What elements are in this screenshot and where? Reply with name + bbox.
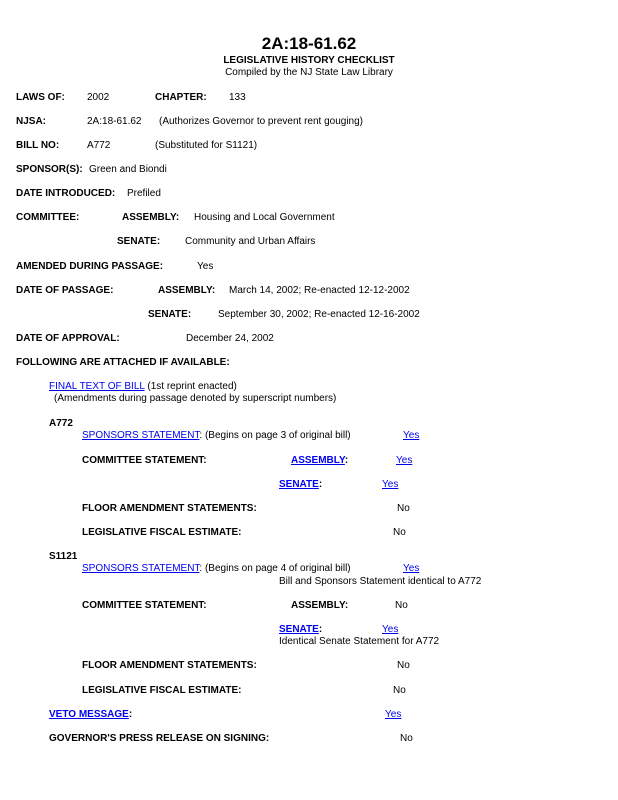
- date-introduced-value: Prefiled: [127, 188, 161, 199]
- page-subtitle: LEGISLATIVE HISTORY CHECKLIST: [223, 55, 395, 66]
- veto-line: [49, 709, 132, 720]
- compiled-by: Compiled by the NJ State Law Library: [225, 67, 393, 78]
- s1121-fiscal-value: No: [393, 685, 406, 696]
- page-title: 2A:18-61.62: [261, 34, 357, 53]
- s1121-assembly-value: No: [395, 600, 408, 611]
- laws-of-label: LAWS OF:: [16, 92, 65, 103]
- njsa-label: NJSA:: [16, 116, 47, 127]
- a772-senate-line: [279, 479, 322, 490]
- a772-sponsors-line: [82, 430, 351, 441]
- bill-no-note: (Substituted for S1121): [155, 140, 258, 151]
- committee-senate-value: Community and Urban Affairs: [185, 236, 316, 247]
- s1121-sponsors-link[interactable]: SPONSORS STATEMENT: [82, 563, 200, 574]
- committee-senate-label: SENATE:: [117, 236, 161, 247]
- passage-assembly-label: ASSEMBLY:: [158, 285, 216, 296]
- final-text-line: [49, 381, 237, 392]
- veto-yes-link[interactable]: Yes: [385, 709, 402, 720]
- passage-label: DATE OF PASSAGE:: [16, 285, 114, 296]
- a772-assembly-colon: :: [344, 455, 349, 466]
- s1121-sponsors-note: : (Begins on page 4 of original bill): [199, 563, 351, 574]
- chapter-value: 133: [229, 92, 246, 103]
- bill-no-label: BILL NO:: [16, 140, 60, 151]
- veto-message-link[interactable]: VETO MESSAGE: [49, 709, 129, 720]
- laws-of-value: 2002: [87, 92, 110, 103]
- press-release-label: GOVERNOR'S PRESS RELEASE ON SIGNING:: [49, 733, 270, 744]
- bill-no-value: A772: [87, 140, 111, 151]
- s1121-sponsors-yes-link[interactable]: Yes: [403, 563, 420, 574]
- a772-sponsors-note: : (Begins on page 3 of original bill): [199, 430, 351, 441]
- a772-floor-value: No: [397, 503, 410, 514]
- a772-floor-label: FLOOR AMENDMENT STATEMENTS:: [82, 503, 257, 514]
- s1121-senate-extra: Identical Senate Statement for A772: [279, 636, 440, 647]
- s1121-floor-value: No: [397, 660, 410, 671]
- a772-sponsors-yes-link[interactable]: Yes: [403, 430, 420, 441]
- approval-label: DATE OF APPROVAL:: [16, 333, 120, 344]
- final-text-note2: (Amendments during passage denoted by superscript numbers): [54, 393, 337, 404]
- final-text-note: (1st reprint enacted): [144, 381, 237, 392]
- veto-colon: :: [128, 709, 133, 720]
- a772-committee-label: COMMITTEE STATEMENT:: [82, 455, 207, 466]
- s1121-sponsors-line: [82, 563, 351, 574]
- press-release-value: No: [400, 733, 413, 744]
- a772-fiscal-label: LEGISLATIVE FISCAL ESTIMATE:: [82, 527, 242, 538]
- a772-senate-colon: :: [318, 479, 323, 490]
- njsa-note: (Authorizes Governor to prevent rent gouging): [159, 116, 363, 127]
- committee-assembly-label: ASSEMBLY:: [122, 212, 180, 223]
- a772-senate-yes-link[interactable]: Yes: [382, 479, 399, 490]
- s1121-senate-link[interactable]: SENATE: [279, 624, 319, 635]
- s1121-heading: S1121: [49, 551, 78, 562]
- date-introduced-label: DATE INTRODUCED:: [16, 188, 116, 199]
- s1121-senate-yes-link[interactable]: Yes: [382, 624, 399, 635]
- a772-assembly-yes-link[interactable]: Yes: [396, 455, 413, 466]
- a772-sponsors-link[interactable]: SPONSORS STATEMENT: [82, 430, 200, 441]
- chapter-label: CHAPTER:: [155, 92, 207, 103]
- s1121-senate-line: [279, 624, 322, 635]
- sponsors-label: SPONSOR(S):: [16, 164, 83, 175]
- a772-senate-link[interactable]: SENATE: [279, 479, 319, 490]
- a772-assembly-line: [291, 455, 348, 466]
- s1121-floor-label: FLOOR AMENDMENT STATEMENTS:: [82, 660, 257, 671]
- a772-assembly-link[interactable]: ASSEMBLY: [291, 455, 345, 466]
- s1121-assembly-label: ASSEMBLY:: [291, 600, 349, 611]
- passage-senate-value: September 30, 2002; Re-enacted 12-16-2002: [218, 309, 420, 320]
- passage-assembly-value: March 14, 2002; Re-enacted 12-12-2002: [229, 285, 410, 296]
- a772-heading: A772: [49, 418, 73, 429]
- s1121-senate-colon: :: [318, 624, 323, 635]
- a772-fiscal-value: No: [393, 527, 406, 538]
- s1121-sponsors-extra: Bill and Sponsors Statement identical to A772: [279, 576, 482, 587]
- sponsors-value: Green and Biondi: [89, 164, 167, 175]
- passage-senate-label: SENATE:: [148, 309, 192, 320]
- amended-value: Yes: [197, 261, 214, 272]
- attached-heading: FOLLOWING ARE ATTACHED IF AVAILABLE:: [16, 357, 230, 368]
- s1121-fiscal-label: LEGISLATIVE FISCAL ESTIMATE:: [82, 685, 242, 696]
- final-text-link[interactable]: FINAL TEXT OF BILL: [49, 381, 145, 392]
- approval-value: December 24, 2002: [186, 333, 274, 344]
- committee-assembly-value: Housing and Local Government: [194, 212, 335, 223]
- committee-label: COMMITTEE:: [16, 212, 80, 223]
- njsa-value: 2A:18-61.62: [87, 116, 142, 127]
- s1121-committee-label: COMMITTEE STATEMENT:: [82, 600, 207, 611]
- amended-label: AMENDED DURING PASSAGE:: [16, 261, 164, 272]
